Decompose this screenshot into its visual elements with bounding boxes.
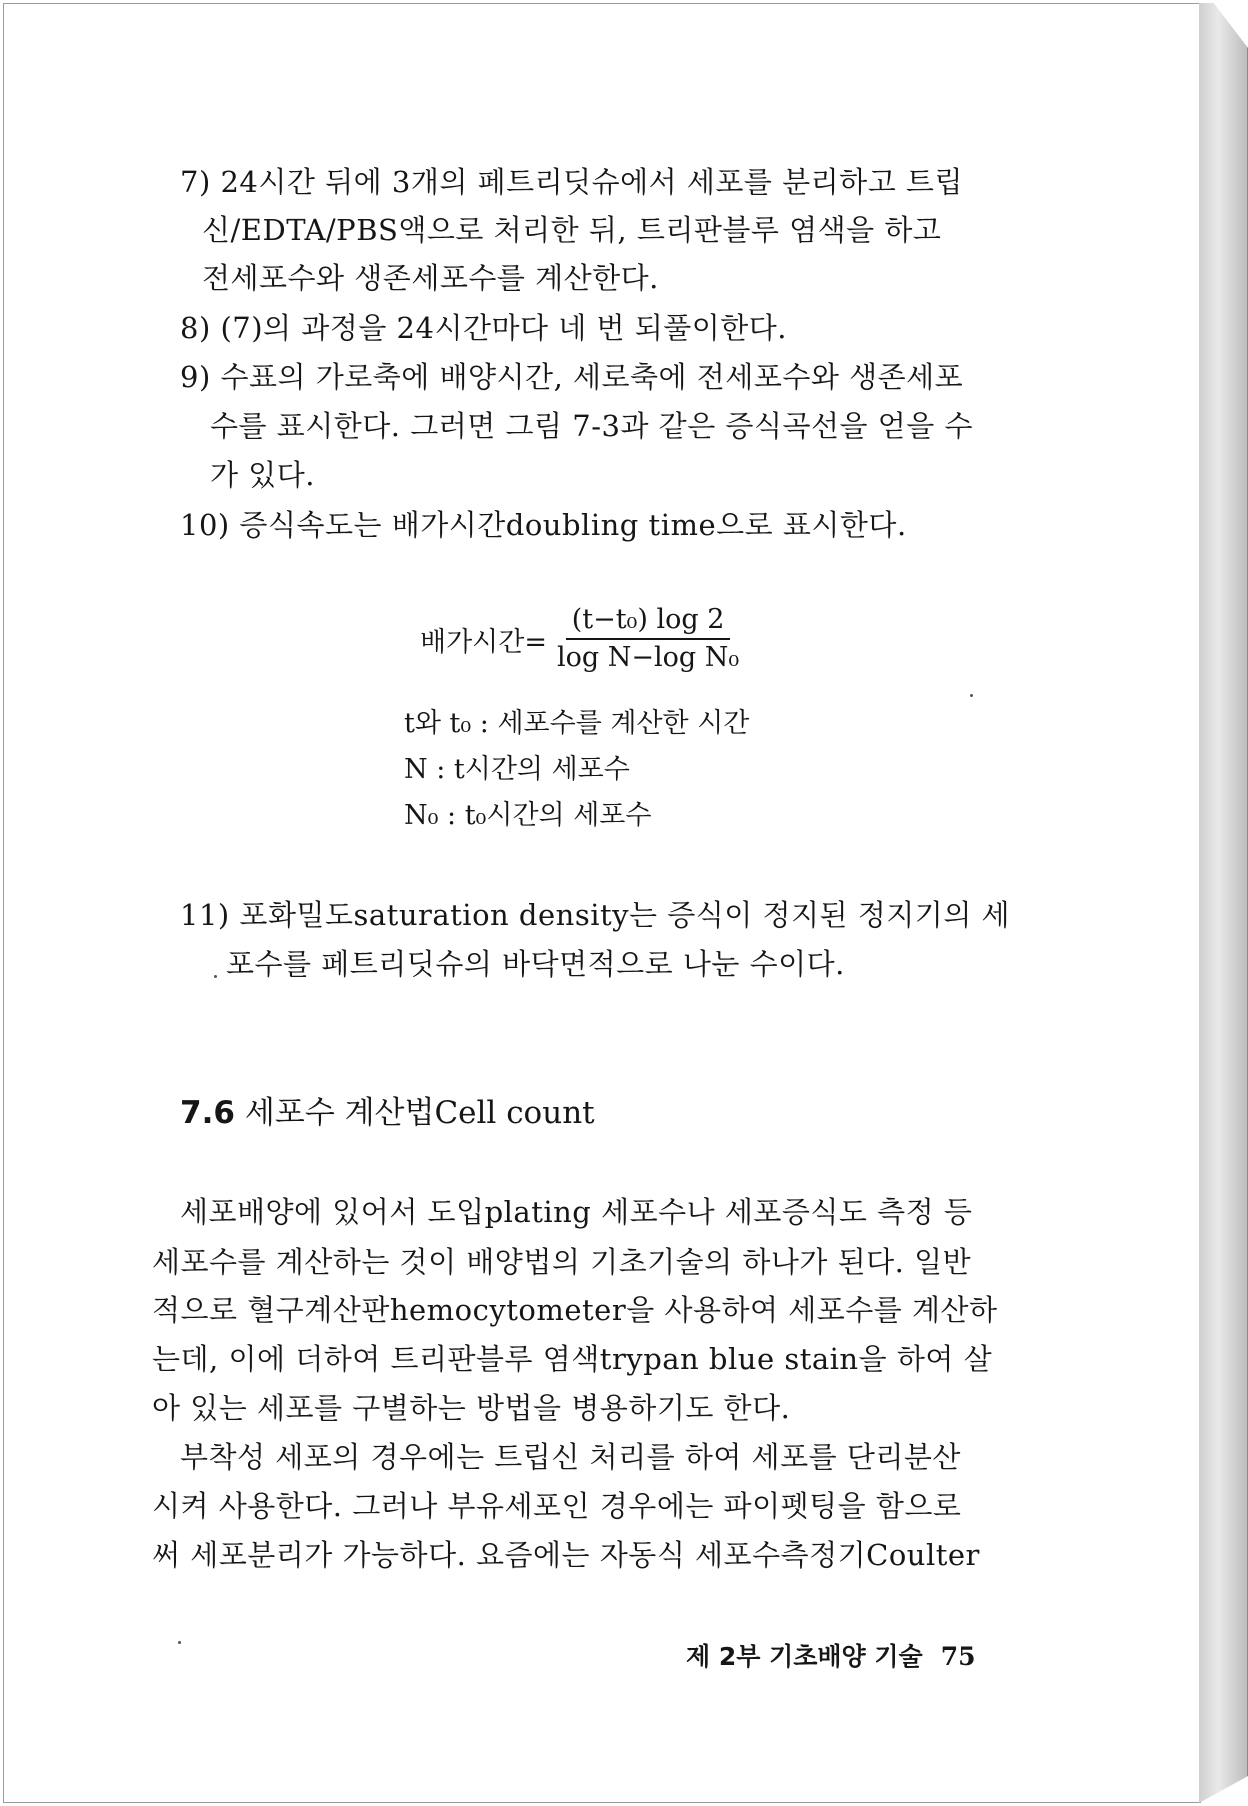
paragraph-2-line-2: 시켜 사용한다. 그러나 부유세포인 경우에는 파이펫팅을 함으로 bbox=[152, 1489, 962, 1523]
doubling-time-formula bbox=[420, 604, 745, 674]
paragraph-1-line-1: 세포배양에 있어서 도입plating 세포수나 세포증식도 측정 등 bbox=[180, 1195, 973, 1229]
formula-fraction bbox=[551, 604, 745, 674]
formula-numerator: (t−t₀) log 2 bbox=[566, 604, 731, 640]
paragraph-2-line-3: 써 세포분리가 가능하다. 요즘에는 자동식 세포수측정기Coulter bbox=[152, 1538, 980, 1572]
step-7-line-3: 전세포수와 생존세포수를 계산한다. bbox=[202, 261, 659, 295]
step-8-line-1: 8) (7)의 과정을 24시간마다 네 번 되풀이한다. bbox=[180, 311, 787, 345]
step-9-line-3: 가 있다. bbox=[210, 458, 315, 492]
scan-speck bbox=[214, 975, 217, 978]
definition-n: N : t시간의 세포수 bbox=[404, 754, 630, 785]
formula-denominator: log N−log N₀ bbox=[556, 642, 740, 673]
definition-t: t와 t₀ : 세포수를 계산한 시간 bbox=[404, 708, 750, 739]
step-10-line-1: 10) 증식속도는 배가시간doubling time으로 표시한다. bbox=[180, 508, 907, 542]
paragraph-1-line-2: 세포수를 계산하는 것이 배양법의 기초기술의 하나가 된다. 일반 bbox=[152, 1245, 972, 1279]
formula-lhs: 배가시간= bbox=[420, 626, 547, 658]
paragraph-1-line-5: 아 있는 세포를 구별하는 방법을 병용하기도 한다. bbox=[152, 1391, 791, 1425]
running-footer bbox=[686, 1640, 976, 1674]
section-number: 7.6 bbox=[180, 1095, 235, 1131]
page-number: 75 bbox=[940, 1642, 976, 1671]
scan-speck bbox=[178, 1641, 181, 1644]
scan-speck bbox=[970, 694, 973, 697]
section-title: 세포수 계산법Cell count bbox=[244, 1095, 595, 1131]
paragraph-1-line-4: 는데, 이에 더하여 트리판블루 염색trypan blue stain을 하여 살 bbox=[152, 1342, 993, 1376]
section-heading bbox=[180, 1092, 595, 1134]
step-7-line-2: 신/EDTA/PBS액으로 처리한 뒤, 트리판블루 염색을 하고 bbox=[202, 213, 942, 247]
definition-n0: N₀ : t₀시간의 세포수 bbox=[404, 800, 652, 831]
footer-part-title: 제 2부 기초배양 기술 bbox=[686, 1642, 923, 1671]
page-edge-shadow bbox=[1199, 3, 1248, 1803]
step-9-line-2: 수를 표시한다. 그러면 그림 7-3과 같은 증식곡선을 얻을 수 bbox=[210, 409, 973, 443]
step-9-line-1: 9) 수표의 가로축에 배양시간, 세로축에 전세포수와 생존세포 bbox=[180, 360, 964, 394]
step-11-line-2: 포수를 페트리딧슈의 바닥면적으로 나눈 수이다. bbox=[226, 947, 845, 981]
step-7-line-1: 7) 24시간 뒤에 3개의 페트리딧슈에서 세포를 분리하고 트립 bbox=[180, 165, 963, 199]
paragraph-1-line-3: 적으로 혈구계산판hemocytometer을 사용하여 세포수를 계산하 bbox=[152, 1293, 998, 1327]
paragraph-2-line-1: 부착성 세포의 경우에는 트립신 처리를 하여 세포를 단리분산 bbox=[180, 1440, 961, 1474]
step-11-line-1: 11) 포화밀도saturation density는 증식이 정지된 정지기의 세 bbox=[180, 898, 1011, 932]
